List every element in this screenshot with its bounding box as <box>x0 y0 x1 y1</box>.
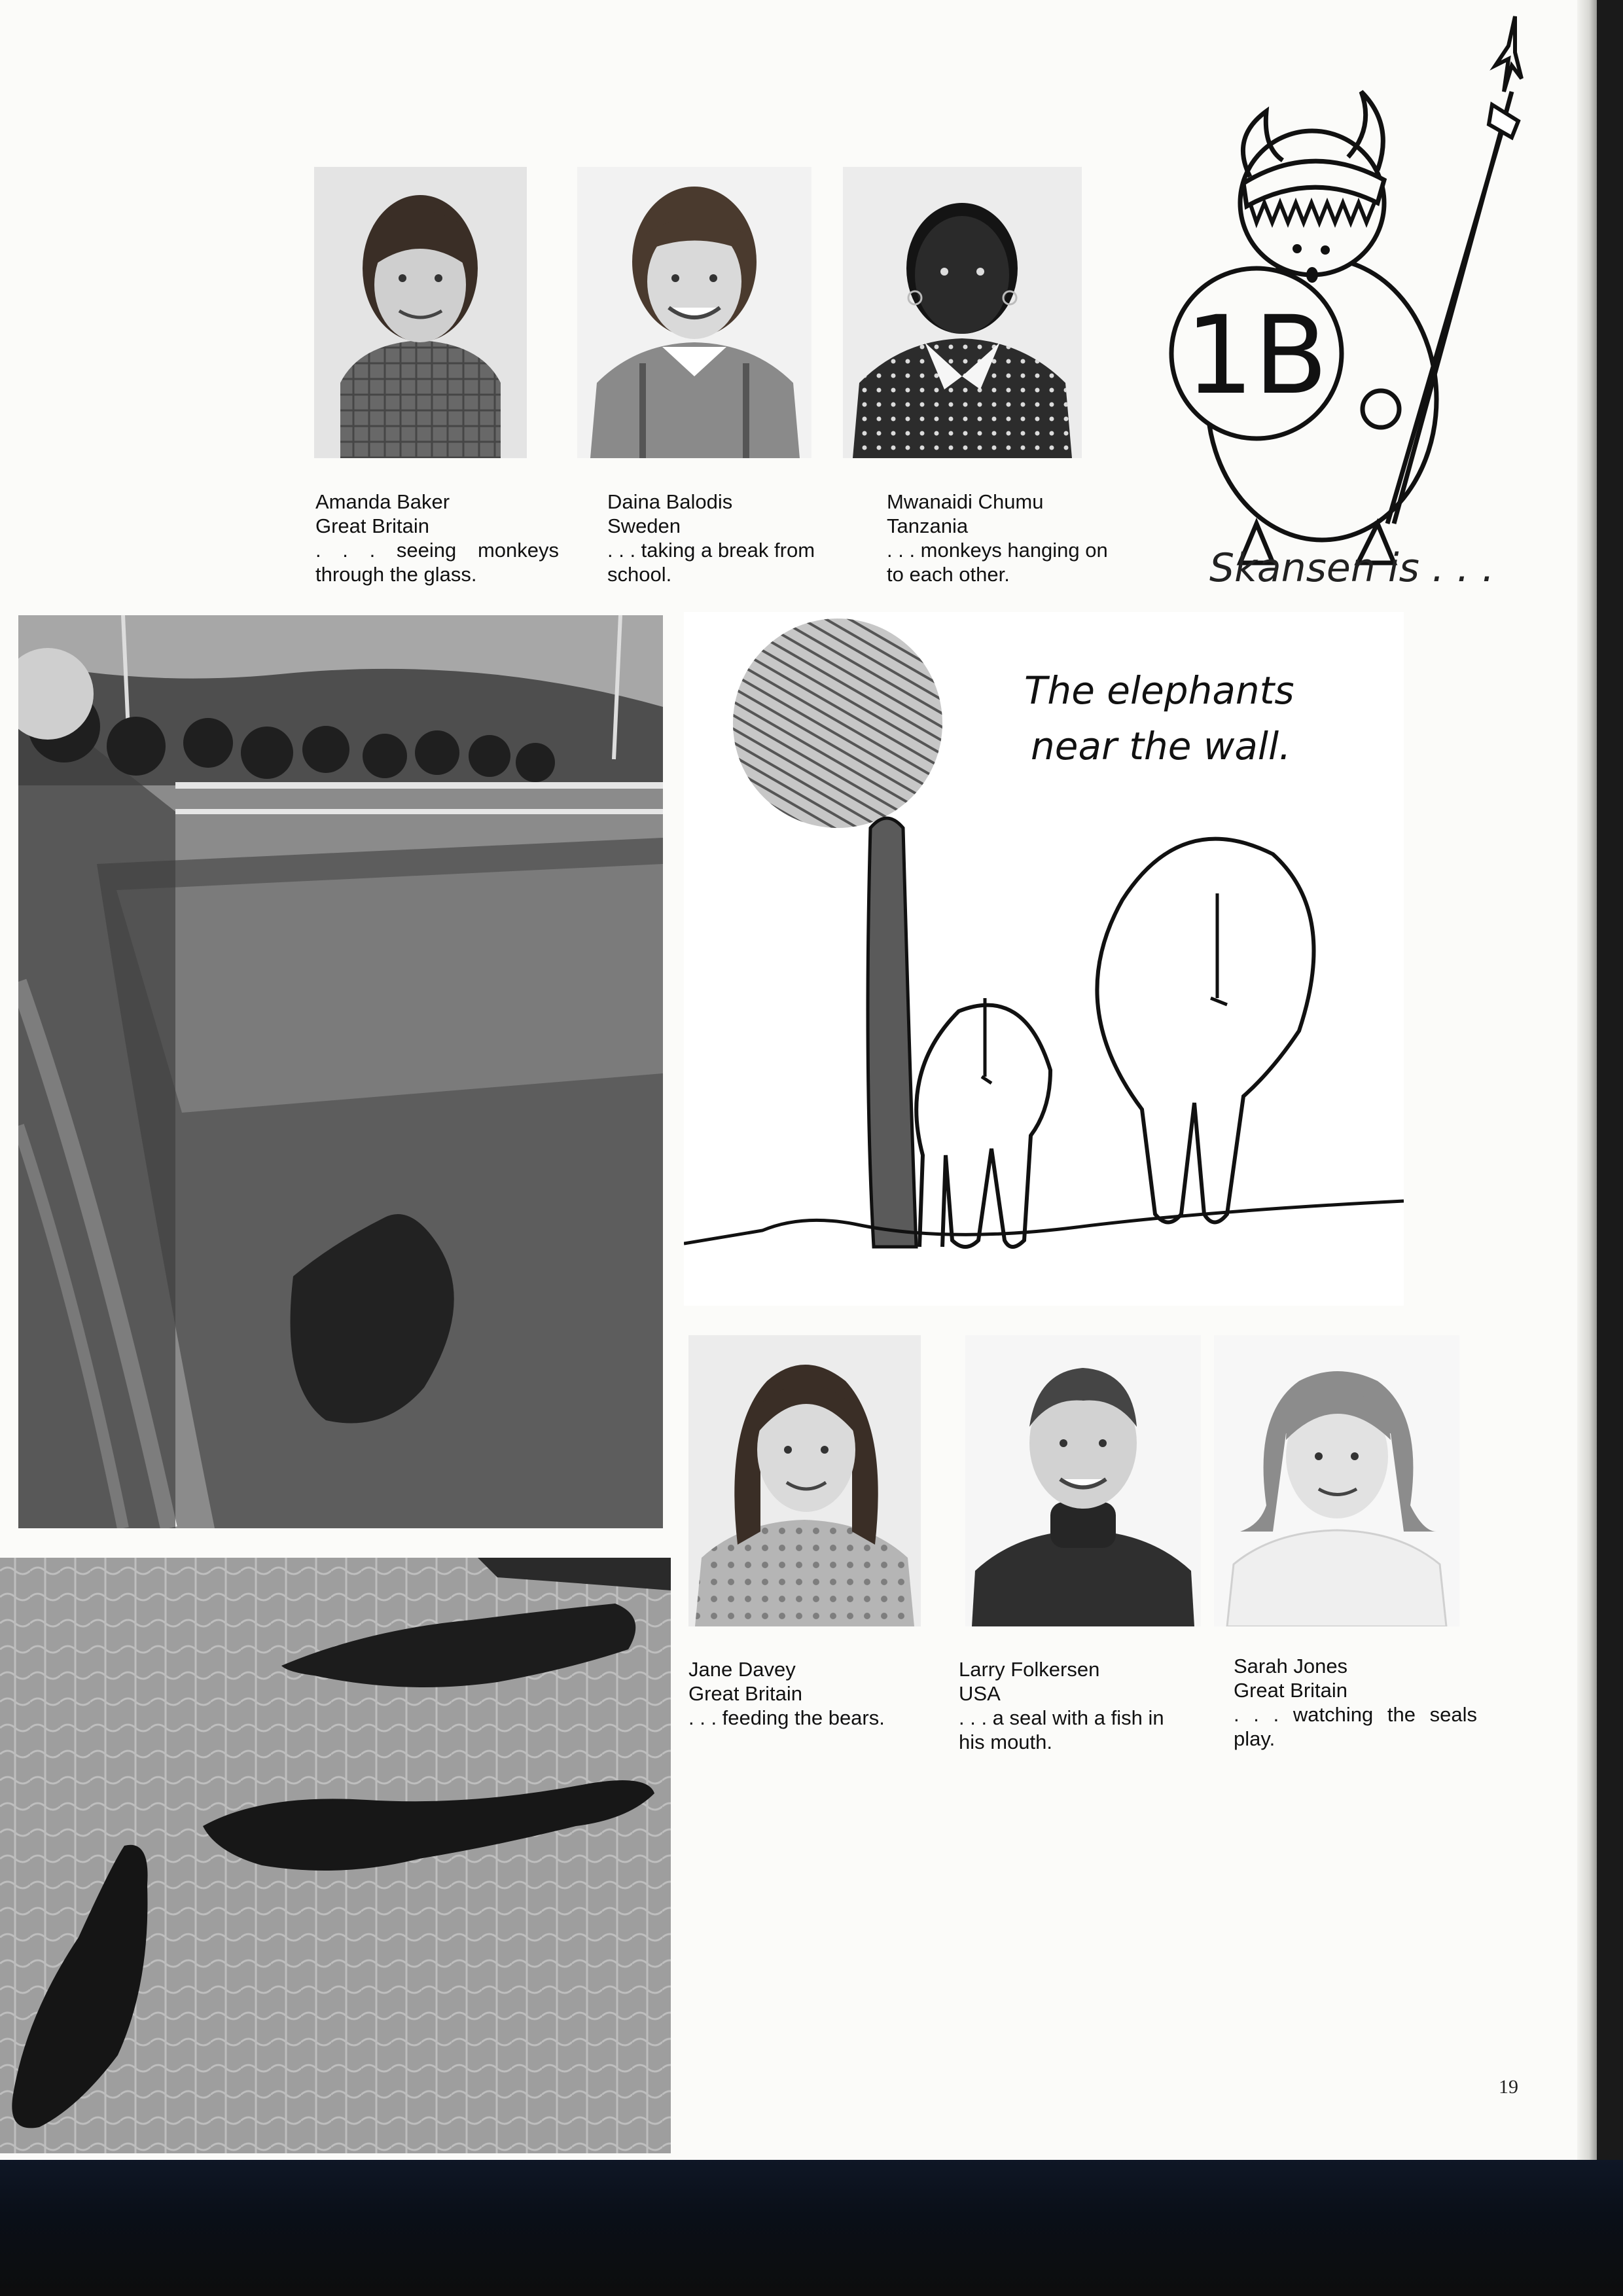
student-name: Daina Balodis <box>607 490 733 513</box>
portrait-larry-folkersen <box>965 1335 1201 1626</box>
student-quote-line: . . . monkeys hanging on <box>887 539 1108 562</box>
student-quote-line: his mouth. <box>959 1731 1053 1753</box>
page-number: 19 <box>1499 2076 1518 2098</box>
scan-background <box>0 2160 1623 2296</box>
student-quote-line: play. <box>1234 1727 1275 1750</box>
student-quote-line: . . . taking a break from <box>607 539 815 562</box>
photo-seal-pool <box>0 1558 671 2153</box>
student-country: Tanzania <box>887 514 969 537</box>
portrait-sarah-jones <box>1214 1335 1459 1626</box>
student-quote-line: to each other. <box>887 563 1010 586</box>
caption-amanda-baker <box>315 490 559 586</box>
mascot-tagline: Skansen is . . . <box>1209 545 1495 591</box>
caption-larry-folkersen <box>959 1657 1207 1754</box>
portrait-daina-balodis <box>577 167 812 458</box>
student-name: Jane Davey <box>688 1658 796 1681</box>
student-country: Great Britain <box>688 1682 803 1705</box>
student-name: Mwanaidi Chumu <box>887 490 1044 513</box>
student-quote-line: school. <box>607 563 672 586</box>
caption-mwanaidi-chumu <box>887 490 1135 586</box>
student-country: Great Britain <box>315 514 430 537</box>
student-quote-line: . . . a seal with a fish in <box>959 1706 1164 1729</box>
student-name: Larry Folkersen <box>959 1658 1100 1681</box>
student-quote-line: . . . feeding the bears. <box>688 1706 885 1729</box>
page-edge <box>1577 0 1597 2160</box>
student-quote-line: through the glass. <box>315 563 477 586</box>
portrait-mwanaidi-chumu <box>843 167 1082 458</box>
portrait-jane-davey <box>688 1335 921 1626</box>
caption-daina-balodis <box>607 490 856 586</box>
drawing-caption-line1: The elephants <box>1024 668 1294 713</box>
caption-sarah-jones <box>1234 1654 1477 1751</box>
drawing-elephants <box>684 612 1404 1306</box>
student-name: Sarah Jones <box>1234 1655 1348 1677</box>
student-country: Great Britain <box>1234 1679 1348 1702</box>
student-quote-line: . . . watching the seals <box>1234 1703 1477 1726</box>
portrait-amanda-baker <box>314 167 527 458</box>
student-name: Amanda Baker <box>315 490 450 513</box>
student-country: Sweden <box>607 514 681 537</box>
student-country: USA <box>959 1682 1001 1705</box>
caption-jane-davey <box>688 1657 937 1730</box>
mascot-badge-text: 1B <box>1185 293 1329 418</box>
photo-bear-enclosure <box>18 615 663 1528</box>
student-quote-line: . . . seeing monkeys <box>315 539 559 562</box>
viking-mascot-drawing <box>1126 7 1544 596</box>
drawing-caption-line2: near the wall. <box>1031 724 1291 768</box>
